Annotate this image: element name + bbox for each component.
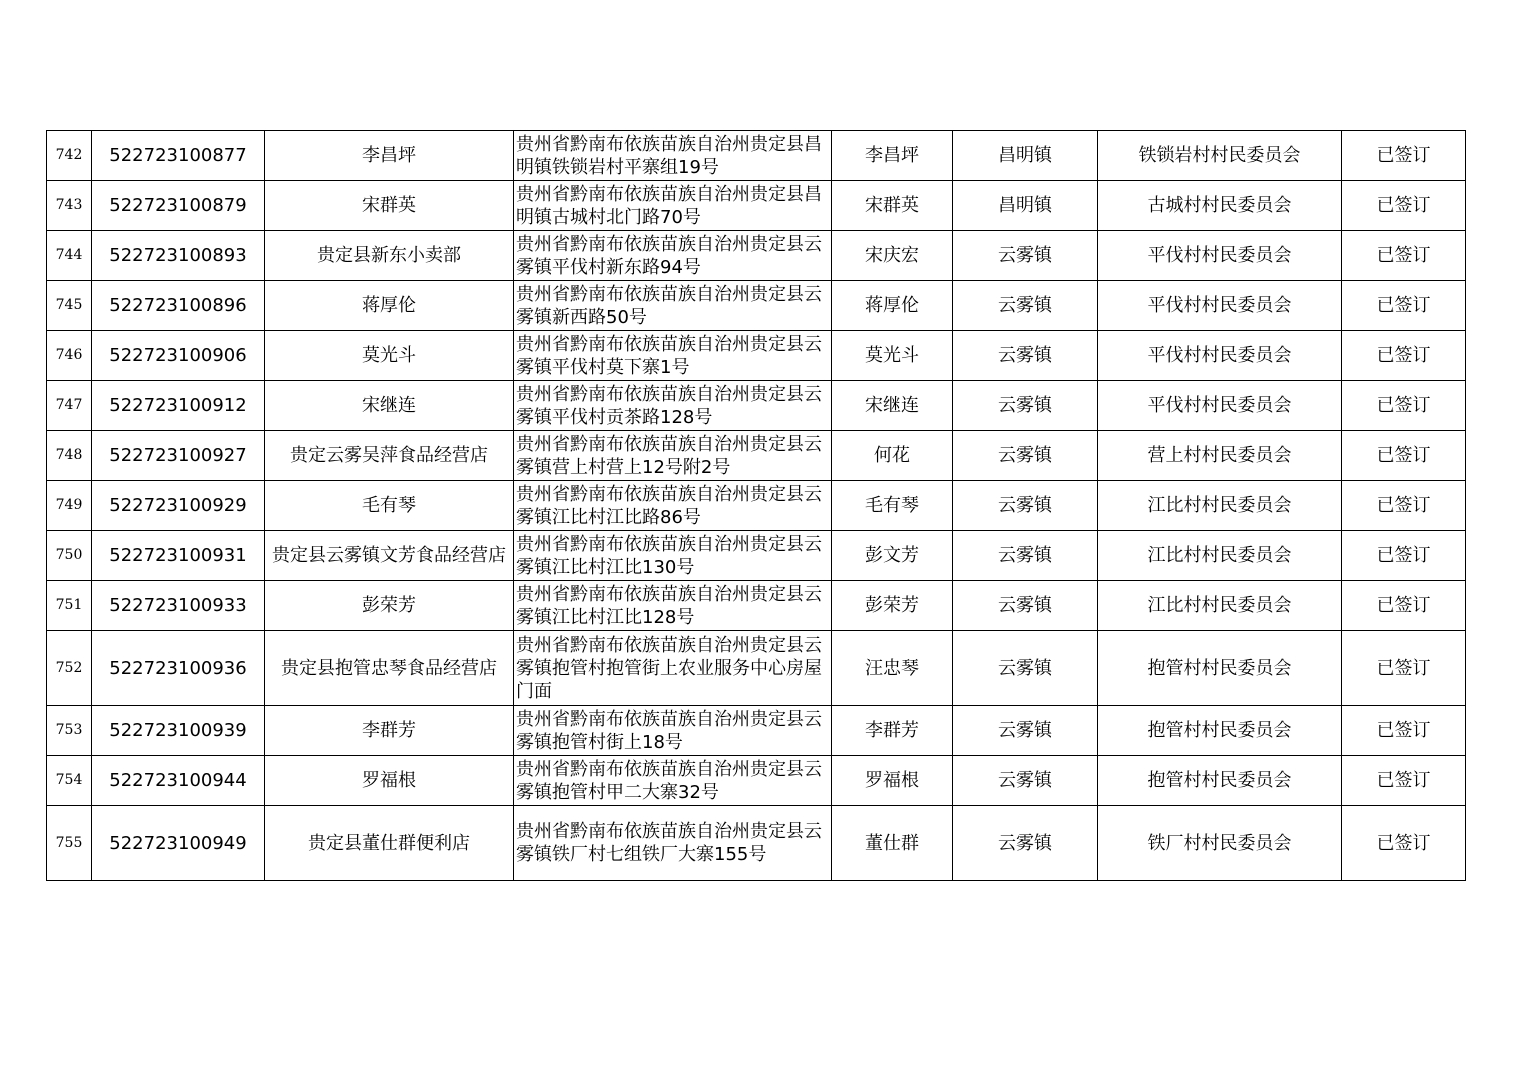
row-code: 522723100944 xyxy=(92,756,265,806)
row-code: 522723100936 xyxy=(92,631,265,706)
row-person-name: 毛有琴 xyxy=(832,481,953,531)
row-person-name: 莫光斗 xyxy=(832,331,953,381)
table-row xyxy=(47,181,1466,231)
row-business-name: 贵定县抱管忠琴食品经营店 xyxy=(265,631,514,706)
row-address: 贵州省黔南布依族苗族自治州贵定县云雾镇平伐村新东路94号 xyxy=(514,231,832,281)
row-seq-number: 746 xyxy=(47,331,92,381)
row-business-name: 贵定县云雾镇文芳食品经营店 xyxy=(265,531,514,581)
row-committee: 平伐村村民委员会 xyxy=(1098,381,1342,431)
row-code: 522723100877 xyxy=(92,131,265,181)
row-town: 云雾镇 xyxy=(953,531,1098,581)
row-code: 522723100929 xyxy=(92,481,265,531)
row-town: 云雾镇 xyxy=(953,581,1098,631)
row-person-name: 宋群英 xyxy=(832,181,953,231)
row-person-name: 彭荣芳 xyxy=(832,581,953,631)
row-code: 522723100879 xyxy=(92,181,265,231)
row-status: 已签订 xyxy=(1342,756,1466,806)
row-status: 已签订 xyxy=(1342,706,1466,756)
row-committee: 抱管村村民委员会 xyxy=(1098,706,1342,756)
row-business-name: 莫光斗 xyxy=(265,331,514,381)
row-status: 已签订 xyxy=(1342,631,1466,706)
row-status: 已签订 xyxy=(1342,381,1466,431)
row-person-name: 何花 xyxy=(832,431,953,481)
row-address: 贵州省黔南布依族苗族自治州贵定县云雾镇抱管村街上18号 xyxy=(514,706,832,756)
row-code: 522723100893 xyxy=(92,231,265,281)
row-address: 贵州省黔南布依族苗族自治州贵定县云雾镇营上村营上12号附2号 xyxy=(514,431,832,481)
row-seq-number: 750 xyxy=(47,531,92,581)
row-town: 云雾镇 xyxy=(953,481,1098,531)
table-row xyxy=(47,431,1466,481)
row-committee: 抱管村村民委员会 xyxy=(1098,756,1342,806)
row-committee: 江比村村民委员会 xyxy=(1098,531,1342,581)
row-business-name: 李昌坪 xyxy=(265,131,514,181)
table-row xyxy=(47,806,1466,881)
row-business-name: 罗福根 xyxy=(265,756,514,806)
row-town: 昌明镇 xyxy=(953,131,1098,181)
row-town: 云雾镇 xyxy=(953,706,1098,756)
row-seq-number: 744 xyxy=(47,231,92,281)
row-address: 贵州省黔南布依族苗族自治州贵定县昌明镇古城村北门路70号 xyxy=(514,181,832,231)
row-town: 云雾镇 xyxy=(953,381,1098,431)
row-seq-number: 742 xyxy=(47,131,92,181)
row-business-name: 毛有琴 xyxy=(265,481,514,531)
row-address: 贵州省黔南布依族苗族自治州贵定县昌明镇铁锁岩村平寨组19号 xyxy=(514,131,832,181)
row-committee: 平伐村村民委员会 xyxy=(1098,331,1342,381)
table-row xyxy=(47,281,1466,331)
row-person-name: 李群芳 xyxy=(832,706,953,756)
row-seq-number: 748 xyxy=(47,431,92,481)
row-seq-number: 755 xyxy=(47,806,92,881)
row-status: 已签订 xyxy=(1342,231,1466,281)
table-row xyxy=(47,231,1466,281)
row-business-name: 宋群英 xyxy=(265,181,514,231)
row-business-name: 蒋厚伦 xyxy=(265,281,514,331)
row-status: 已签订 xyxy=(1342,131,1466,181)
row-person-name: 彭文芳 xyxy=(832,531,953,581)
row-code: 522723100896 xyxy=(92,281,265,331)
row-business-name: 李群芳 xyxy=(265,706,514,756)
row-status: 已签订 xyxy=(1342,481,1466,531)
row-town: 昌明镇 xyxy=(953,181,1098,231)
row-person-name: 宋庆宏 xyxy=(832,231,953,281)
row-code: 522723100949 xyxy=(92,806,265,881)
row-committee: 平伐村村民委员会 xyxy=(1098,231,1342,281)
row-committee: 抱管村村民委员会 xyxy=(1098,631,1342,706)
row-status: 已签订 xyxy=(1342,281,1466,331)
row-town: 云雾镇 xyxy=(953,431,1098,481)
table-row xyxy=(47,331,1466,381)
row-business-name: 贵定县新东小卖部 xyxy=(265,231,514,281)
row-code: 522723100912 xyxy=(92,381,265,431)
row-person-name: 董仕群 xyxy=(832,806,953,881)
table-row xyxy=(47,756,1466,806)
row-person-name: 李昌坪 xyxy=(832,131,953,181)
table-row xyxy=(47,481,1466,531)
row-seq-number: 752 xyxy=(47,631,92,706)
row-committee: 江比村村民委员会 xyxy=(1098,581,1342,631)
row-committee: 铁厂村村民委员会 xyxy=(1098,806,1342,881)
row-seq-number: 749 xyxy=(47,481,92,531)
row-person-name: 罗福根 xyxy=(832,756,953,806)
row-seq-number: 754 xyxy=(47,756,92,806)
row-person-name: 汪忠琴 xyxy=(832,631,953,706)
row-status: 已签订 xyxy=(1342,331,1466,381)
row-address: 贵州省黔南布依族苗族自治州贵定县云雾镇平伐村贡茶路128号 xyxy=(514,381,832,431)
row-address: 贵州省黔南布依族苗族自治州贵定县云雾镇平伐村莫下寨1号 xyxy=(514,331,832,381)
row-address: 贵州省黔南布依族苗族自治州贵定县云雾镇铁厂村七组铁厂大寨155号 xyxy=(514,806,832,881)
row-business-name: 贵定云雾吴萍食品经营店 xyxy=(265,431,514,481)
row-seq-number: 753 xyxy=(47,706,92,756)
row-committee: 铁锁岩村村民委员会 xyxy=(1098,131,1342,181)
row-committee: 平伐村村民委员会 xyxy=(1098,281,1342,331)
table-row xyxy=(47,381,1466,431)
table-row xyxy=(47,531,1466,581)
row-town: 云雾镇 xyxy=(953,281,1098,331)
row-committee: 营上村村民委员会 xyxy=(1098,431,1342,481)
row-status: 已签订 xyxy=(1342,581,1466,631)
records-body xyxy=(47,131,1466,881)
table-row xyxy=(47,131,1466,181)
row-status: 已签订 xyxy=(1342,181,1466,231)
row-seq-number: 743 xyxy=(47,181,92,231)
row-code: 522723100906 xyxy=(92,331,265,381)
row-seq-number: 745 xyxy=(47,281,92,331)
row-business-name: 宋继连 xyxy=(265,381,514,431)
table-row xyxy=(47,581,1466,631)
row-town: 云雾镇 xyxy=(953,231,1098,281)
row-code: 522723100927 xyxy=(92,431,265,481)
row-address: 贵州省黔南布依族苗族自治州贵定县云雾镇江比村江比128号 xyxy=(514,581,832,631)
row-seq-number: 751 xyxy=(47,581,92,631)
row-code: 522723100931 xyxy=(92,531,265,581)
row-address: 贵州省黔南布依族苗族自治州贵定县云雾镇抱管村抱管街上农业服务中心房屋门面 xyxy=(514,631,832,706)
row-person-name: 宋继连 xyxy=(832,381,953,431)
table-row xyxy=(47,631,1466,706)
row-status: 已签订 xyxy=(1342,531,1466,581)
row-business-name: 贵定县董仕群便利店 xyxy=(265,806,514,881)
row-town: 云雾镇 xyxy=(953,631,1098,706)
row-status: 已签订 xyxy=(1342,431,1466,481)
row-committee: 江比村村民委员会 xyxy=(1098,481,1342,531)
row-code: 522723100933 xyxy=(92,581,265,631)
row-address: 贵州省黔南布依族苗族自治州贵定县云雾镇江比村江比路86号 xyxy=(514,481,832,531)
row-seq-number: 747 xyxy=(47,381,92,431)
row-person-name: 蒋厚伦 xyxy=(832,281,953,331)
row-committee: 古城村村民委员会 xyxy=(1098,181,1342,231)
row-address: 贵州省黔南布依族苗族自治州贵定县云雾镇新西路50号 xyxy=(514,281,832,331)
records-table xyxy=(46,130,1466,881)
row-business-name: 彭荣芳 xyxy=(265,581,514,631)
row-address: 贵州省黔南布依族苗族自治州贵定县云雾镇抱管村甲二大寨32号 xyxy=(514,756,832,806)
row-town: 云雾镇 xyxy=(953,806,1098,881)
row-address: 贵州省黔南布依族苗族自治州贵定县云雾镇江比村江比130号 xyxy=(514,531,832,581)
row-town: 云雾镇 xyxy=(953,331,1098,381)
row-code: 522723100939 xyxy=(92,706,265,756)
row-town: 云雾镇 xyxy=(953,756,1098,806)
row-status: 已签订 xyxy=(1342,806,1466,881)
table-row xyxy=(47,706,1466,756)
